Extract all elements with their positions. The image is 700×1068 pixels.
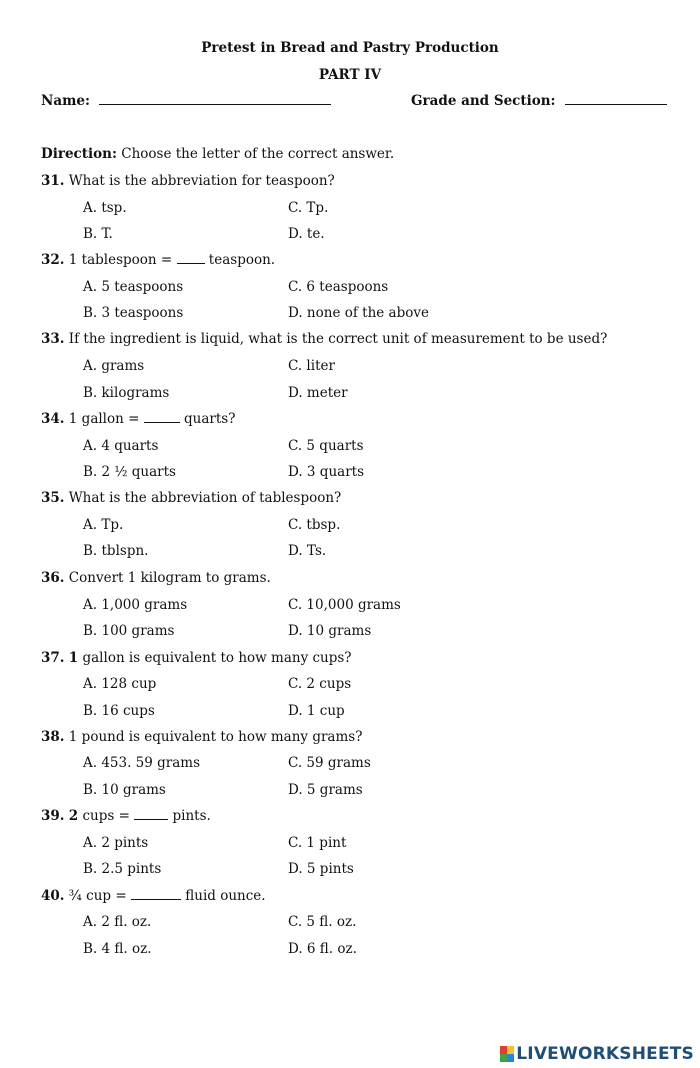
option-a: A. 453. 59 grams	[83, 755, 201, 771]
option-c: C. Tp.	[288, 200, 329, 216]
direction-label: Direction:	[41, 146, 117, 162]
option-a: A. 5 teaspoons	[83, 279, 184, 295]
option-a: A. 2 pints	[83, 835, 149, 851]
option-b: B. kilograms	[83, 385, 170, 401]
option-a: A. 128 cup	[83, 676, 157, 692]
question-bold-number: 2	[68, 808, 79, 824]
question-text: gallon is equivalent to how many cups?	[78, 650, 352, 666]
question-number: 36.	[41, 570, 65, 586]
question-text-pre: ¾ cup =	[68, 888, 131, 904]
question-number: 38.	[41, 729, 65, 745]
answer-blank[interactable]	[134, 819, 168, 820]
name-label: Name:	[41, 93, 90, 109]
option-a: A. 2 fl. oz.	[83, 914, 152, 930]
question-40	[41, 888, 266, 904]
question-text-pre: cups =	[78, 808, 135, 824]
option-c: C. 5 fl. oz.	[288, 914, 357, 930]
direction-text: Choose the letter of the correct answer.	[121, 146, 395, 162]
answer-blank[interactable]	[131, 899, 181, 900]
question-32	[41, 252, 275, 268]
question-text: Convert 1 kilogram to grams.	[68, 570, 271, 586]
grade-label: Grade and Section:	[411, 93, 556, 109]
question-text: If the ingredient is liquid, what is the correct unit of measurement to be used?	[68, 331, 608, 347]
option-d: D. 5 grams	[288, 782, 363, 798]
grade-blank[interactable]	[565, 104, 667, 105]
option-b: B. 100 grams	[83, 623, 175, 639]
part-heading: PART IV	[318, 67, 382, 83]
option-a: A. 4 quarts	[83, 438, 159, 454]
option-b: B. 2.5 pints	[83, 861, 162, 877]
question-33	[41, 331, 607, 347]
option-c: C. 1 pint	[288, 835, 347, 851]
question-39	[41, 808, 211, 824]
option-b: B. 2 ½ quarts	[83, 464, 176, 480]
option-d: D. none of the above	[288, 305, 429, 321]
option-a: A. 1,000 grams	[83, 597, 188, 613]
question-number: 33.	[41, 331, 65, 347]
question-text: What is the abbreviation for teaspoon?	[68, 173, 335, 189]
question-text: What is the abbreviation of tablespoon?	[68, 490, 342, 506]
answer-blank[interactable]	[177, 263, 205, 264]
liveworksheets-brand[interactable]	[500, 1044, 694, 1064]
option-d: D. 5 pints	[288, 861, 354, 877]
option-c: C. 2 cups	[288, 676, 352, 692]
option-b: B. 4 fl. oz.	[83, 941, 152, 957]
question-text-pre: 1 gallon =	[68, 411, 144, 427]
option-c: C. 6 teaspoons	[288, 279, 389, 295]
option-a: A. Tp.	[83, 517, 124, 533]
brand-text: LIVEWORKSHEETS	[516, 1044, 694, 1064]
question-34	[41, 411, 235, 427]
question-text-post: fluid ounce.	[180, 888, 266, 904]
option-c: C. 59 grams	[288, 755, 371, 771]
question-35	[41, 490, 341, 506]
name-row	[41, 93, 331, 109]
question-number: 31.	[41, 173, 65, 189]
option-b: B. 16 cups	[83, 703, 155, 719]
grade-section-row	[411, 93, 667, 109]
question-text-post: quarts?	[179, 411, 236, 427]
name-blank[interactable]	[99, 104, 331, 105]
question-text: 1 pound is equivalent to how many grams?	[68, 729, 363, 745]
option-d: D. Ts.	[288, 543, 327, 559]
question-31	[41, 173, 335, 189]
option-d: D. 3 quarts	[288, 464, 364, 480]
question-text-post: teaspoon.	[204, 252, 276, 268]
question-number: 37.	[41, 650, 65, 666]
liveworksheets-logo-icon	[500, 1046, 514, 1062]
option-d: D. meter	[288, 385, 348, 401]
question-number: 34.	[41, 411, 65, 427]
question-number: 40.	[41, 888, 65, 904]
answer-blank[interactable]	[144, 422, 180, 423]
question-number: 32.	[41, 252, 65, 268]
question-37	[41, 650, 352, 666]
option-d: D. 1 cup	[288, 703, 345, 719]
option-c: C. 10,000 grams	[288, 597, 401, 613]
option-c: C. liter	[288, 358, 335, 374]
worksheet-title: Pretest in Bread and Pastry Production	[201, 40, 499, 56]
question-36	[41, 570, 271, 586]
direction	[41, 146, 394, 162]
option-d: D. te.	[288, 226, 325, 242]
option-b: B. 3 teaspoons	[83, 305, 184, 321]
question-number: 35.	[41, 490, 65, 506]
option-b: B. tblspn.	[83, 543, 149, 559]
option-d: D. 6 fl. oz.	[288, 941, 357, 957]
option-a: A. grams	[83, 358, 145, 374]
question-bold-number: 1	[68, 650, 79, 666]
option-c: C. tbsp.	[288, 517, 341, 533]
question-text-post: pints.	[168, 808, 211, 824]
question-38	[41, 729, 362, 745]
option-c: C. 5 quarts	[288, 438, 364, 454]
question-number: 39.	[41, 808, 65, 824]
option-a: A. tsp.	[83, 200, 127, 216]
option-d: D. 10 grams	[288, 623, 372, 639]
option-b: B. T.	[83, 226, 113, 242]
question-text-pre: 1 tablespoon =	[68, 252, 177, 268]
option-b: B. 10 grams	[83, 782, 166, 798]
